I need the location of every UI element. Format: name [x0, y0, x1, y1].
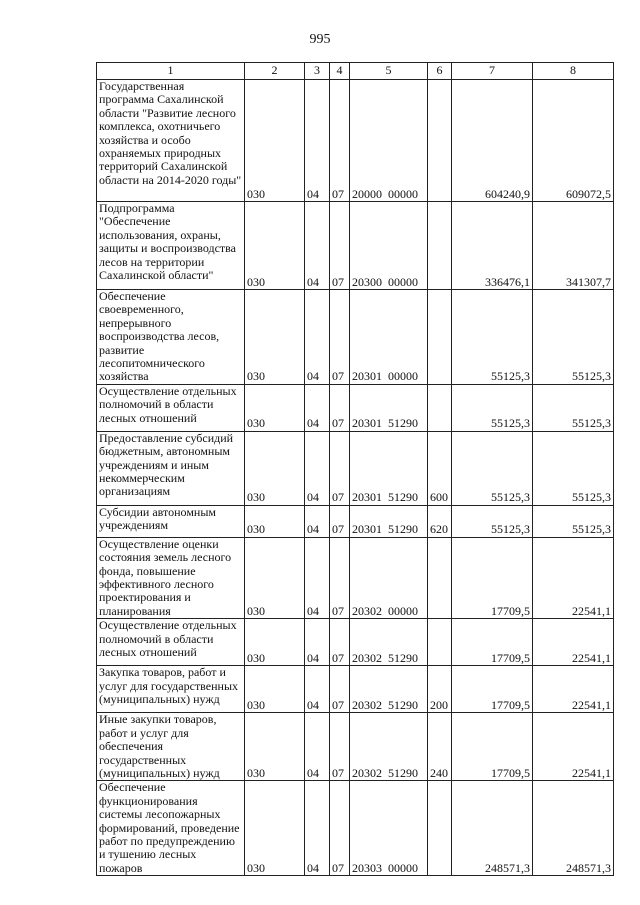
row-admin-code-cell: 030	[245, 713, 305, 781]
row-name-cell: Обеспечение функционирования системы лесопожарных формирований, проведение работ по предупреждению и тушению лесных пожаров	[97, 781, 245, 876]
row-subsection-cell: 07	[330, 384, 350, 431]
row-admin-code-cell: 030	[245, 431, 305, 505]
header-cell: 5	[350, 63, 428, 80]
table-row	[97, 80, 614, 202]
budget-table	[96, 62, 614, 876]
row-section-cell: 04	[305, 202, 330, 290]
table-row	[97, 384, 614, 431]
row-expense-type-cell	[428, 290, 452, 385]
row-section-cell: 04	[305, 713, 330, 781]
row-amount-2017-cell: 55125,3	[452, 290, 533, 385]
table-row	[97, 781, 614, 876]
row-amount-2018-cell: 22541,1	[533, 713, 614, 781]
header-row	[97, 63, 614, 80]
row-target-code-cell: 20300 00000	[350, 202, 428, 290]
header-cell: 3	[305, 63, 330, 80]
row-name-cell: Осуществление отдельных полномочий в области лесных отношений	[97, 384, 245, 431]
row-expense-type-cell: 200	[428, 666, 452, 713]
header-cell: 2	[245, 63, 305, 80]
row-target-code-cell: 20301 51290	[350, 505, 428, 537]
row-name-cell: Осуществление отдельных полномочий в области лесных отношений	[97, 619, 245, 666]
header-cell: 1	[97, 63, 245, 80]
row-section-cell: 04	[305, 384, 330, 431]
row-amount-2018-cell: 22541,1	[533, 666, 614, 713]
row-expense-type-cell	[428, 384, 452, 431]
row-amount-2018-cell: 22541,1	[533, 619, 614, 666]
row-name-cell: Закупка товаров, работ и услуг для государственных (муниципальных) нужд	[97, 666, 245, 713]
row-section-cell: 04	[305, 505, 330, 537]
page-number: 995	[309, 32, 331, 47]
header-cell: 6	[428, 63, 452, 80]
row-section-cell: 04	[305, 431, 330, 505]
row-amount-2018-cell: 609072,5	[533, 80, 614, 202]
row-admin-code-cell: 030	[245, 537, 305, 618]
row-subsection-cell: 07	[330, 431, 350, 505]
row-target-code-cell: 20302 00000	[350, 537, 428, 618]
row-section-cell: 04	[305, 666, 330, 713]
row-target-code-cell: 20301 00000	[350, 290, 428, 385]
row-section-cell: 04	[305, 290, 330, 385]
row-amount-2017-cell: 17709,5	[452, 619, 533, 666]
row-amount-2018-cell: 248571,3	[533, 781, 614, 876]
row-subsection-cell: 07	[330, 290, 350, 385]
table-row	[97, 619, 614, 666]
row-expense-type-cell	[428, 202, 452, 290]
row-section-cell: 04	[305, 80, 330, 202]
row-target-code-cell: 20302 51290	[350, 619, 428, 666]
row-admin-code-cell: 030	[245, 781, 305, 876]
row-amount-2017-cell: 336476,1	[452, 202, 533, 290]
table-row	[97, 505, 614, 537]
row-expense-type-cell	[428, 781, 452, 876]
table-row	[97, 431, 614, 505]
row-amount-2018-cell: 341307,7	[533, 202, 614, 290]
row-subsection-cell: 07	[330, 713, 350, 781]
row-admin-code-cell: 030	[245, 384, 305, 431]
table-row	[97, 666, 614, 713]
row-amount-2018-cell: 55125,3	[533, 431, 614, 505]
row-amount-2017-cell: 55125,3	[452, 505, 533, 537]
row-expense-type-cell	[428, 619, 452, 666]
row-subsection-cell: 07	[330, 666, 350, 713]
row-target-code-cell: 20301 51290	[350, 384, 428, 431]
table-row	[97, 713, 614, 781]
table-row	[97, 202, 614, 290]
row-subsection-cell: 07	[330, 202, 350, 290]
row-amount-2018-cell: 55125,3	[533, 505, 614, 537]
row-amount-2017-cell: 55125,3	[452, 384, 533, 431]
row-target-code-cell: 20302 51290	[350, 666, 428, 713]
row-target-code-cell: 20303 00000	[350, 781, 428, 876]
row-amount-2017-cell: 17709,5	[452, 666, 533, 713]
row-name-cell: Субсидии автономным учреждениям	[97, 505, 245, 537]
row-name-cell: Предоставление субсидий бюджетным, автономным учреждениям и иным некоммерческим организациям	[97, 431, 245, 505]
row-expense-type-cell	[428, 80, 452, 202]
row-admin-code-cell: 030	[245, 619, 305, 666]
row-name-cell: Обеспечение своевременного, непрерывного воспроизводства лесов, развитие лесопитомнического хозяйства	[97, 290, 245, 385]
row-subsection-cell: 07	[330, 505, 350, 537]
row-section-cell: 04	[305, 619, 330, 666]
row-target-code-cell: 20301 51290	[350, 431, 428, 505]
row-name-cell: Государственная программа Сахалинской области "Развитие лесного комплекса, охотничьего хозяйства и особо охраняемых природных территорий Сахалинской области на 2014-2020 годы"	[97, 80, 245, 202]
row-section-cell: 04	[305, 781, 330, 876]
row-subsection-cell: 07	[330, 80, 350, 202]
row-subsection-cell: 07	[330, 537, 350, 618]
row-admin-code-cell: 030	[245, 666, 305, 713]
row-expense-type-cell: 620	[428, 505, 452, 537]
row-amount-2018-cell: 22541,1	[533, 537, 614, 618]
row-amount-2017-cell: 248571,3	[452, 781, 533, 876]
row-admin-code-cell: 030	[245, 505, 305, 537]
header-cell: 7	[452, 63, 533, 80]
row-section-cell: 04	[305, 537, 330, 618]
row-admin-code-cell: 030	[245, 202, 305, 290]
row-expense-type-cell	[428, 537, 452, 618]
header-cell: 8	[533, 63, 614, 80]
row-target-code-cell: 20302 51290	[350, 713, 428, 781]
row-name-cell: Иные закупки товаров, работ и услуг для обеспечения государственных (муниципальных) нужд	[97, 713, 245, 781]
row-amount-2017-cell: 604240,9	[452, 80, 533, 202]
table-row	[97, 290, 614, 385]
row-admin-code-cell: 030	[245, 80, 305, 202]
row-amount-2017-cell: 17709,5	[452, 537, 533, 618]
header-cell: 4	[330, 63, 350, 80]
row-name-cell: Подпрограмма "Обеспечение использования, охраны, защиты и воспроизводства лесов на территории Сахалинской области"	[97, 202, 245, 290]
row-amount-2018-cell: 55125,3	[533, 290, 614, 385]
row-subsection-cell: 07	[330, 619, 350, 666]
row-admin-code-cell: 030	[245, 290, 305, 385]
row-expense-type-cell: 600	[428, 431, 452, 505]
row-name-cell: Осуществление оценки состояния земель лесного фонда, повышение эффективного лесного проектирования и планирования	[97, 537, 245, 618]
row-amount-2017-cell: 55125,3	[452, 431, 533, 505]
table-row	[97, 537, 614, 618]
row-target-code-cell: 20000 00000	[350, 80, 428, 202]
row-expense-type-cell: 240	[428, 713, 452, 781]
row-amount-2018-cell: 55125,3	[533, 384, 614, 431]
row-subsection-cell: 07	[330, 781, 350, 876]
row-amount-2017-cell: 17709,5	[452, 713, 533, 781]
